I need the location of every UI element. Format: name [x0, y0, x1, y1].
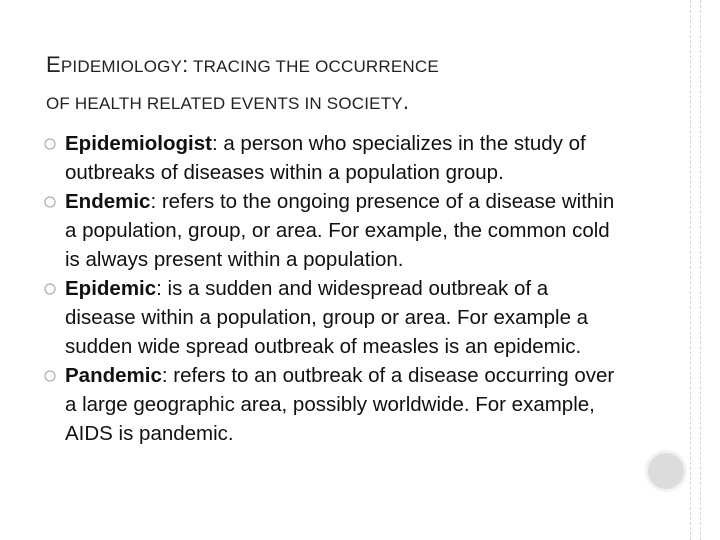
definition-text: : is a sudden and widespread outbreak of a disease within a population, group or area. For example a sudden wide spread outbreak of measles is an epidemic. — [65, 277, 589, 358]
term-label: Endemic — [65, 190, 151, 213]
term-label: Epidemiologist — [65, 132, 212, 155]
title-line-1 — [46, 41, 666, 81]
list-item-epidemiologist — [44, 129, 624, 187]
title-word: PIDEMIOLOGY — [60, 57, 183, 76]
list-item-endemic — [44, 187, 624, 274]
definitions-list — [44, 129, 624, 448]
circle-bullet-icon — [44, 370, 56, 382]
title-line-2 — [46, 78, 666, 118]
title-line-2-text: OF HEALTH RELATED EVENTS IN SOCIETY — [46, 94, 403, 113]
definition-text: : a person who specializes in the study of outbreaks of diseases within a population group. — [65, 132, 586, 184]
slide-title — [46, 41, 666, 118]
definition-text: : refers to an outbreak of a disease occurring over a large geographic area, possibly worldwide. For example, AIDS is pandemic. — [65, 364, 615, 445]
title-tail: TRACING THE OCCURRENCE — [188, 57, 439, 76]
title-initial-letter: E — [46, 52, 61, 77]
decorative-dotted-line — [700, 0, 701, 540]
definition-text: : refers to the ongoing presence of a disease within a population, group, or area. For example, the common cold is always present within a population. — [65, 190, 615, 271]
title-colon: : — [182, 52, 189, 77]
term-label: Epidemic — [65, 277, 157, 300]
circle-bullet-icon — [44, 283, 56, 295]
circle-bullet-icon — [44, 138, 56, 150]
list-item-pandemic — [44, 361, 624, 448]
decorative-circle-icon — [645, 450, 687, 492]
list-item-epidemic — [44, 274, 624, 361]
decorative-dotted-line — [690, 0, 691, 540]
title-period: . — [402, 89, 410, 114]
circle-bullet-icon — [44, 196, 56, 208]
term-label: Pandemic — [65, 364, 162, 387]
